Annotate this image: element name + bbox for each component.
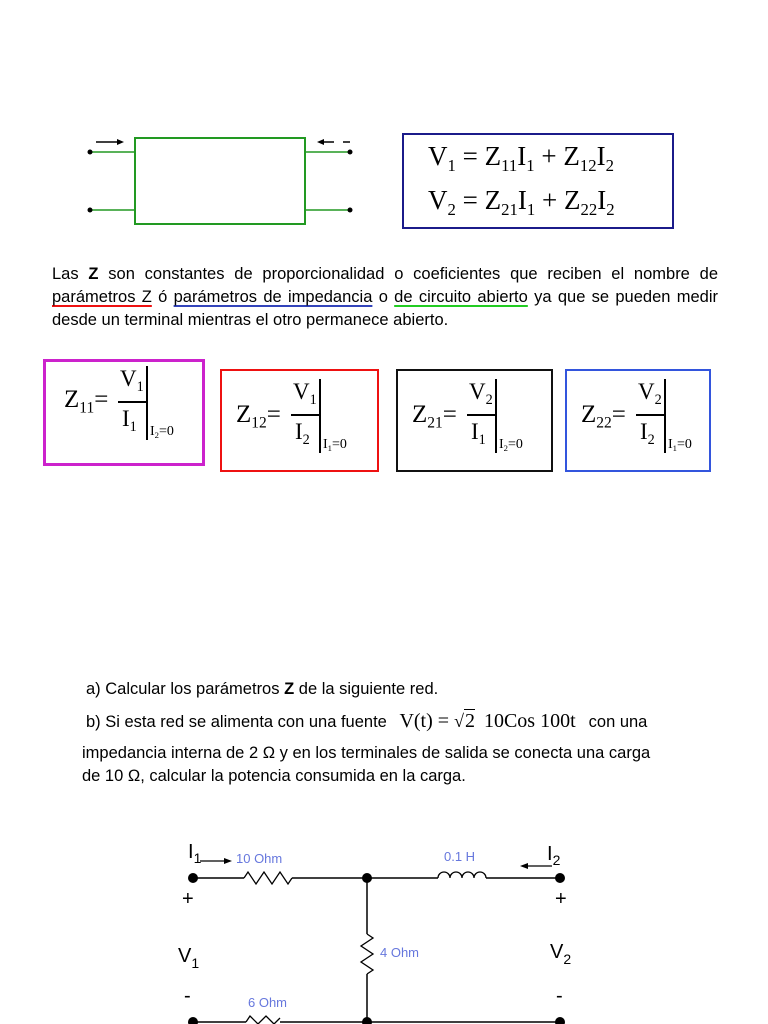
evaluation-condition: $I_2=0$ xyxy=(150,424,174,441)
v2-label: $V_2$ xyxy=(550,941,572,967)
underlined-parametros-z: parámetros Z xyxy=(52,288,152,306)
fraction-bar xyxy=(467,414,495,416)
equation-v1: $V_1 = Z_{11}I_1 + Z_{12}I_2$ xyxy=(428,141,614,175)
terminal-dot xyxy=(88,208,93,213)
two-port-diagram xyxy=(84,132,364,232)
evaluation-condition: $I_2=0$ xyxy=(499,437,523,454)
bold-z: Z xyxy=(88,265,99,283)
current-i1-label: $I_1$ xyxy=(188,841,202,866)
fraction-denominator: $I_2$ xyxy=(640,419,655,448)
v1-label: $V_1$ xyxy=(178,945,200,971)
resistor-6ohm xyxy=(246,1016,280,1024)
circuit-schematic xyxy=(160,830,600,1024)
problem-a: a) Calcular los parámetros Z de la siguiente red. xyxy=(86,680,439,698)
underlined-parametros-impedancia: parámetros de impedancia xyxy=(173,288,373,306)
fraction-numerator: $V_2$ xyxy=(469,379,493,408)
terminal-dot xyxy=(88,150,93,155)
fraction-bar xyxy=(636,414,664,416)
terminal-dot xyxy=(348,150,353,155)
z12-definition-box xyxy=(220,369,379,472)
junction-node xyxy=(362,873,372,883)
fraction-numerator: $V_1$ xyxy=(120,366,144,395)
problem-b-line3: de 10 Ω, calcular la potencia consumida en la carga. xyxy=(82,767,466,785)
evaluation-bar xyxy=(495,379,497,453)
v1-plus: + xyxy=(182,888,194,910)
terminal-node xyxy=(188,873,198,883)
terminal-node xyxy=(188,1017,198,1024)
inductor-label: 0.1 H xyxy=(444,849,476,864)
fraction-numerator: $V_1$ xyxy=(293,379,317,408)
z-symbol: $Z_{21}=$ xyxy=(412,401,457,432)
evaluation-bar xyxy=(664,379,666,453)
resistor-4ohm xyxy=(361,934,373,974)
terminal-node xyxy=(555,1017,565,1024)
terminal-dot xyxy=(348,208,353,213)
z-symbol: $Z_{12}=$ xyxy=(236,401,281,432)
source-formula: V(t) = √2 10Cos 100t xyxy=(399,710,576,732)
z-symbol: $Z_{22}=$ xyxy=(581,401,626,432)
v2-minus: - xyxy=(556,985,563,1007)
fraction-denominator: $I_1$ xyxy=(122,406,137,435)
fraction-numerator: $V_2$ xyxy=(638,379,662,408)
z11-definition-box xyxy=(43,359,205,466)
current-arrow-right-icon xyxy=(200,858,232,864)
junction-node xyxy=(362,1017,372,1024)
resistor-10ohm xyxy=(244,872,292,884)
evaluation-condition: $I_1=0$ xyxy=(323,437,347,454)
inductor-01h xyxy=(438,872,486,878)
fraction-denominator: $I_1$ xyxy=(471,419,486,448)
current-i2-label: $I_2$ xyxy=(547,843,561,868)
two-port-box xyxy=(135,138,305,224)
equation-v2: $V_2 = Z_{21}I_1 + Z_{22}I_2$ xyxy=(428,185,615,219)
z21-definition-box xyxy=(396,369,553,472)
resistor-6ohm-label: 6 Ohm xyxy=(248,995,288,1010)
current-arrow-in-icon xyxy=(96,139,124,145)
evaluation-bar xyxy=(319,379,321,453)
z-symbol: $Z_{11}=$ xyxy=(64,386,109,417)
evaluation-bar xyxy=(146,366,148,440)
underlined-circuito-abierto: de circuito abierto xyxy=(394,288,528,306)
fraction-bar xyxy=(118,401,146,403)
fraction-bar xyxy=(291,414,319,416)
z-parameters-paragraph: Las Z son constantes de proporcionalidad o coeficientes que reciben el nombre de parámetros Z ó parámetros de impedancia o de circuito abierto ya que se pueden medir desde un terminal mientras el otro permanece abierto. xyxy=(52,265,718,329)
terminal-node xyxy=(555,873,565,883)
v1-minus: - xyxy=(184,985,191,1007)
fraction-denominator: $I_2$ xyxy=(295,419,310,448)
z22-definition-box xyxy=(565,369,711,472)
resistor-4ohm-label: 4 Ohm xyxy=(380,945,420,960)
current-arrow-out-icon xyxy=(317,139,350,145)
z-equations-box xyxy=(402,133,674,229)
resistor-10ohm-label: 10 Ohm xyxy=(236,851,283,866)
v2-plus: + xyxy=(555,888,567,910)
problem-b-line1: b) Si esta red se alimenta con una fuente V(t) = √2 10Cos 100t con una xyxy=(86,710,648,732)
evaluation-condition: $I_1=0$ xyxy=(668,437,692,454)
problem-b-line2: impedancia interna de 2 Ω y en los terminales de salida se conecta una carga xyxy=(82,744,651,762)
